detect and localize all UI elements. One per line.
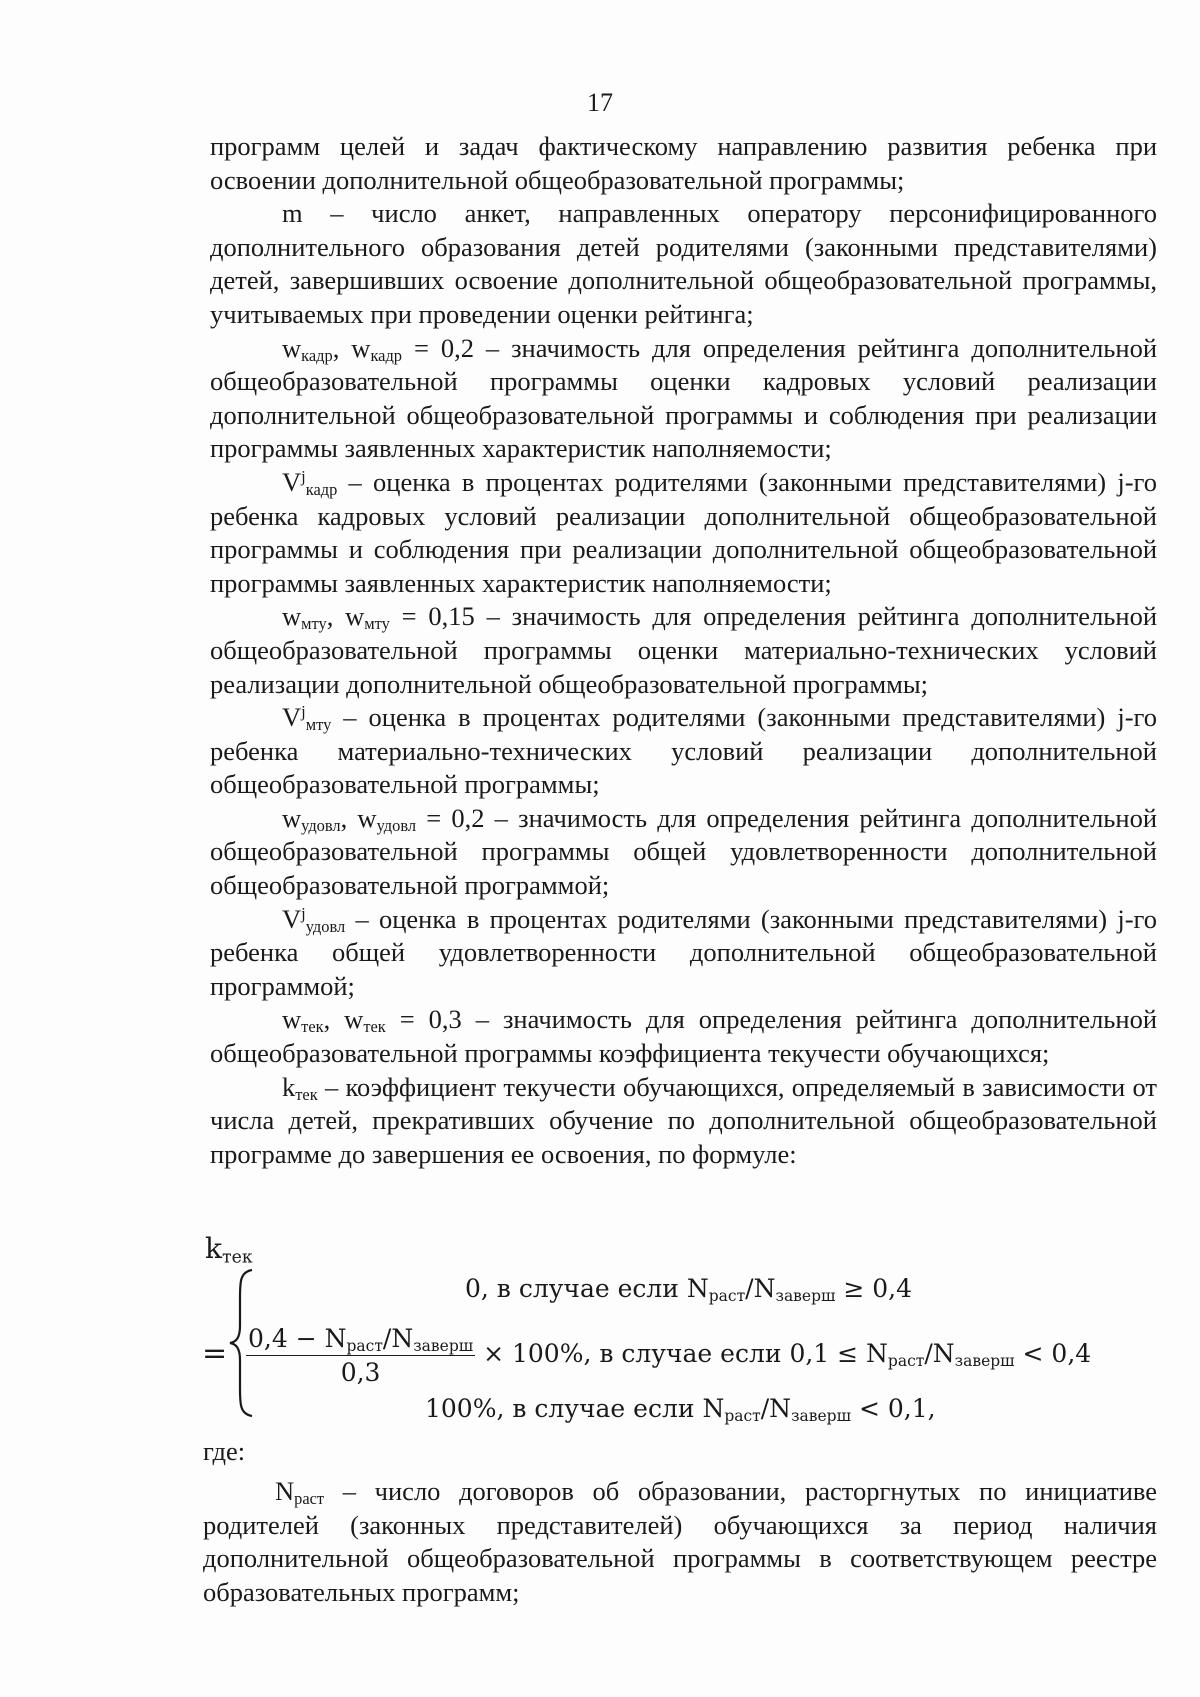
- subscript: кадр: [370, 345, 403, 365]
- paragraph: [210, 802, 1157, 903]
- paragraph: [210, 701, 1157, 802]
- case3-tail: < 0,1,: [851, 1394, 936, 1423]
- paragraph-text: N: [275, 1476, 295, 1506]
- paragraph: [210, 1071, 1157, 1172]
- where-label: где:: [203, 1436, 246, 1466]
- paragraph: [210, 903, 1157, 1004]
- superscript: j: [301, 903, 306, 923]
- case3-slash: /N: [760, 1394, 792, 1423]
- formula-lhs: [205, 1232, 253, 1268]
- case3-sub-zaversh: заверш: [791, 1406, 851, 1425]
- case1-slash: /N: [745, 1274, 776, 1303]
- case2-slash: /N: [924, 1339, 955, 1368]
- page-number: 17: [587, 88, 613, 117]
- formula-lhs-subscript: тек: [221, 1247, 253, 1268]
- case3-value: 100%, в случае если N: [425, 1394, 725, 1423]
- paragraph-text: – оценка в процентах родителями (законными представителями) j-го ребенка общей удовлетворенности дополнительной общеобразовательной программой;: [210, 903, 1157, 1001]
- fraction-numerator: [246, 1324, 475, 1356]
- paragraph-text: = 0,15 – значимость для определения рейтинга дополнительной общеобразовательной программы оценки материально-технических условий реализации дополнительной общеобразовательной программы;: [210, 601, 1157, 699]
- paragraph: [210, 197, 1157, 331]
- formula-lhs-symbol: k: [205, 1232, 222, 1265]
- superscript: j: [301, 702, 306, 722]
- paragraph: [210, 466, 1157, 600]
- paragraph-text: – число договоров об образовании, расторгнутых по инициативе родителей (законных представителей) обучающихся за период наличия дополнительной общеобразовательной программы в соответствующем реестре образовательных программ;: [203, 1476, 1157, 1607]
- paragraph-text: w: [282, 1004, 302, 1035]
- subscript: тек: [295, 1084, 318, 1104]
- paragraph-text: = 0,2 – значимость для определения рейтинга дополнительной общеобразовательной программы общей удовлетворенности дополнительной общеобразовательной программой;: [210, 802, 1158, 901]
- paragraph: [210, 332, 1157, 466]
- paragraph-text: = 0,2 – значимость для определения рейтинга дополнительной общеобразовательной программы оценки кадровых условий реализации дополнительной общеобразовательной программы и соблюдения при реализации программы заявленных характеристик наполняемости;: [210, 332, 1158, 464]
- case2-mid: × 100%, в случае если 0,1 ≤ N: [475, 1339, 888, 1368]
- case1-tail: ≥ 0,4: [835, 1274, 913, 1303]
- subscript: кадр: [305, 480, 338, 500]
- paragraph-text: – оценка в процентах родителями (законными представителями) j-го ребенка материально-технических условий реализации дополнительной общеобразовательной программы;: [210, 702, 1157, 800]
- paragraph-text: w: [282, 802, 302, 833]
- paragraph: [210, 600, 1157, 701]
- case1-sub-zaversh: заверш: [775, 1286, 836, 1305]
- case1-value: 0, в случае если N: [465, 1274, 709, 1303]
- paragraph-text: – коэффициент текучести обучающихся, определяемый в зависимости от числа детей, прекративших обучение по дополнительной общеобразовательной программе до завершения ее освоения, по формуле:: [210, 1071, 1157, 1169]
- paragraph-text: программ целей и задач фактическому направлению развития ребенка при освоении дополнительной общеобразовательной программы;: [210, 131, 1157, 195]
- case2-sub-rast: раст: [887, 1351, 925, 1370]
- paragraph-text: k: [282, 1071, 296, 1102]
- numerator-sub-zaversh: заверш: [413, 1336, 474, 1355]
- subscript: тек: [363, 1017, 386, 1037]
- paragraph-text: w: [282, 601, 302, 632]
- paragraph-text: , w: [340, 802, 377, 833]
- paragraph-text: = 0,3 – значимость для определения рейтинга дополнительной общеобразовательной программы коэффициента текучести обучающихся;: [210, 1004, 1158, 1069]
- paragraph: [203, 1475, 1157, 1609]
- body-text-continued: [203, 1475, 1157, 1609]
- paragraph: [210, 1003, 1157, 1070]
- paragraph-text: V: [282, 466, 302, 497]
- case3-sub-rast: раст: [724, 1406, 761, 1425]
- paragraph-text: m – число анкет, направленных оператору персонифицированного дополнительного образования детей родителями (законными представителями) детей, завершивших освоение дополнительной общеобразовательной программы, учитываемых при проведении оценки рейтинга;: [210, 198, 1157, 329]
- paragraph-text: , w: [323, 1004, 364, 1035]
- paragraph-text: V: [282, 903, 302, 934]
- paragraph-text: , w: [326, 601, 365, 632]
- subscript: раст: [294, 1489, 325, 1509]
- subscript: мту: [301, 614, 327, 634]
- body-text: [210, 130, 1157, 1171]
- paragraph-text: V: [282, 702, 302, 733]
- formula-case-3: [425, 1394, 936, 1423]
- paragraph-text: w: [282, 332, 302, 363]
- superscript: j: [301, 466, 306, 486]
- subscript: мту: [364, 614, 390, 634]
- subscript: удовл: [301, 815, 341, 835]
- subscript: кадр: [301, 345, 333, 365]
- subscript: тек: [301, 1017, 324, 1037]
- formula-fraction: [246, 1324, 475, 1387]
- subscript: удовл: [376, 815, 417, 835]
- formula-case-1: [465, 1274, 912, 1303]
- subscript: удовл: [305, 916, 346, 936]
- case1-sub-rast: раст: [708, 1286, 746, 1305]
- paragraph: [210, 130, 1157, 197]
- formula-case-2: [246, 1324, 1091, 1387]
- formula-k-tek: [200, 1232, 1160, 1432]
- formula-equals: =: [202, 1336, 228, 1371]
- case2-sub-zaversh: заверш: [954, 1351, 1015, 1370]
- numerator-sub-rast: раст: [346, 1336, 383, 1355]
- numerator-main: 0,4 − N: [248, 1324, 347, 1353]
- case2-tail: < 0,4: [1014, 1339, 1092, 1368]
- subscript: мту: [305, 715, 332, 735]
- paragraph-text: , w: [332, 332, 371, 363]
- paragraph-text: – оценка в процентах родителями (законными представителями) j-го ребенка кадровых условий реализации дополнительной общеобразовательной программы и соблюдения при реализации дополнительной общеобразовательной программы заявленных характеристик наполняемости;: [210, 466, 1157, 598]
- numerator-slash: /N: [382, 1324, 414, 1353]
- fraction-denominator: 0,3: [340, 1358, 381, 1387]
